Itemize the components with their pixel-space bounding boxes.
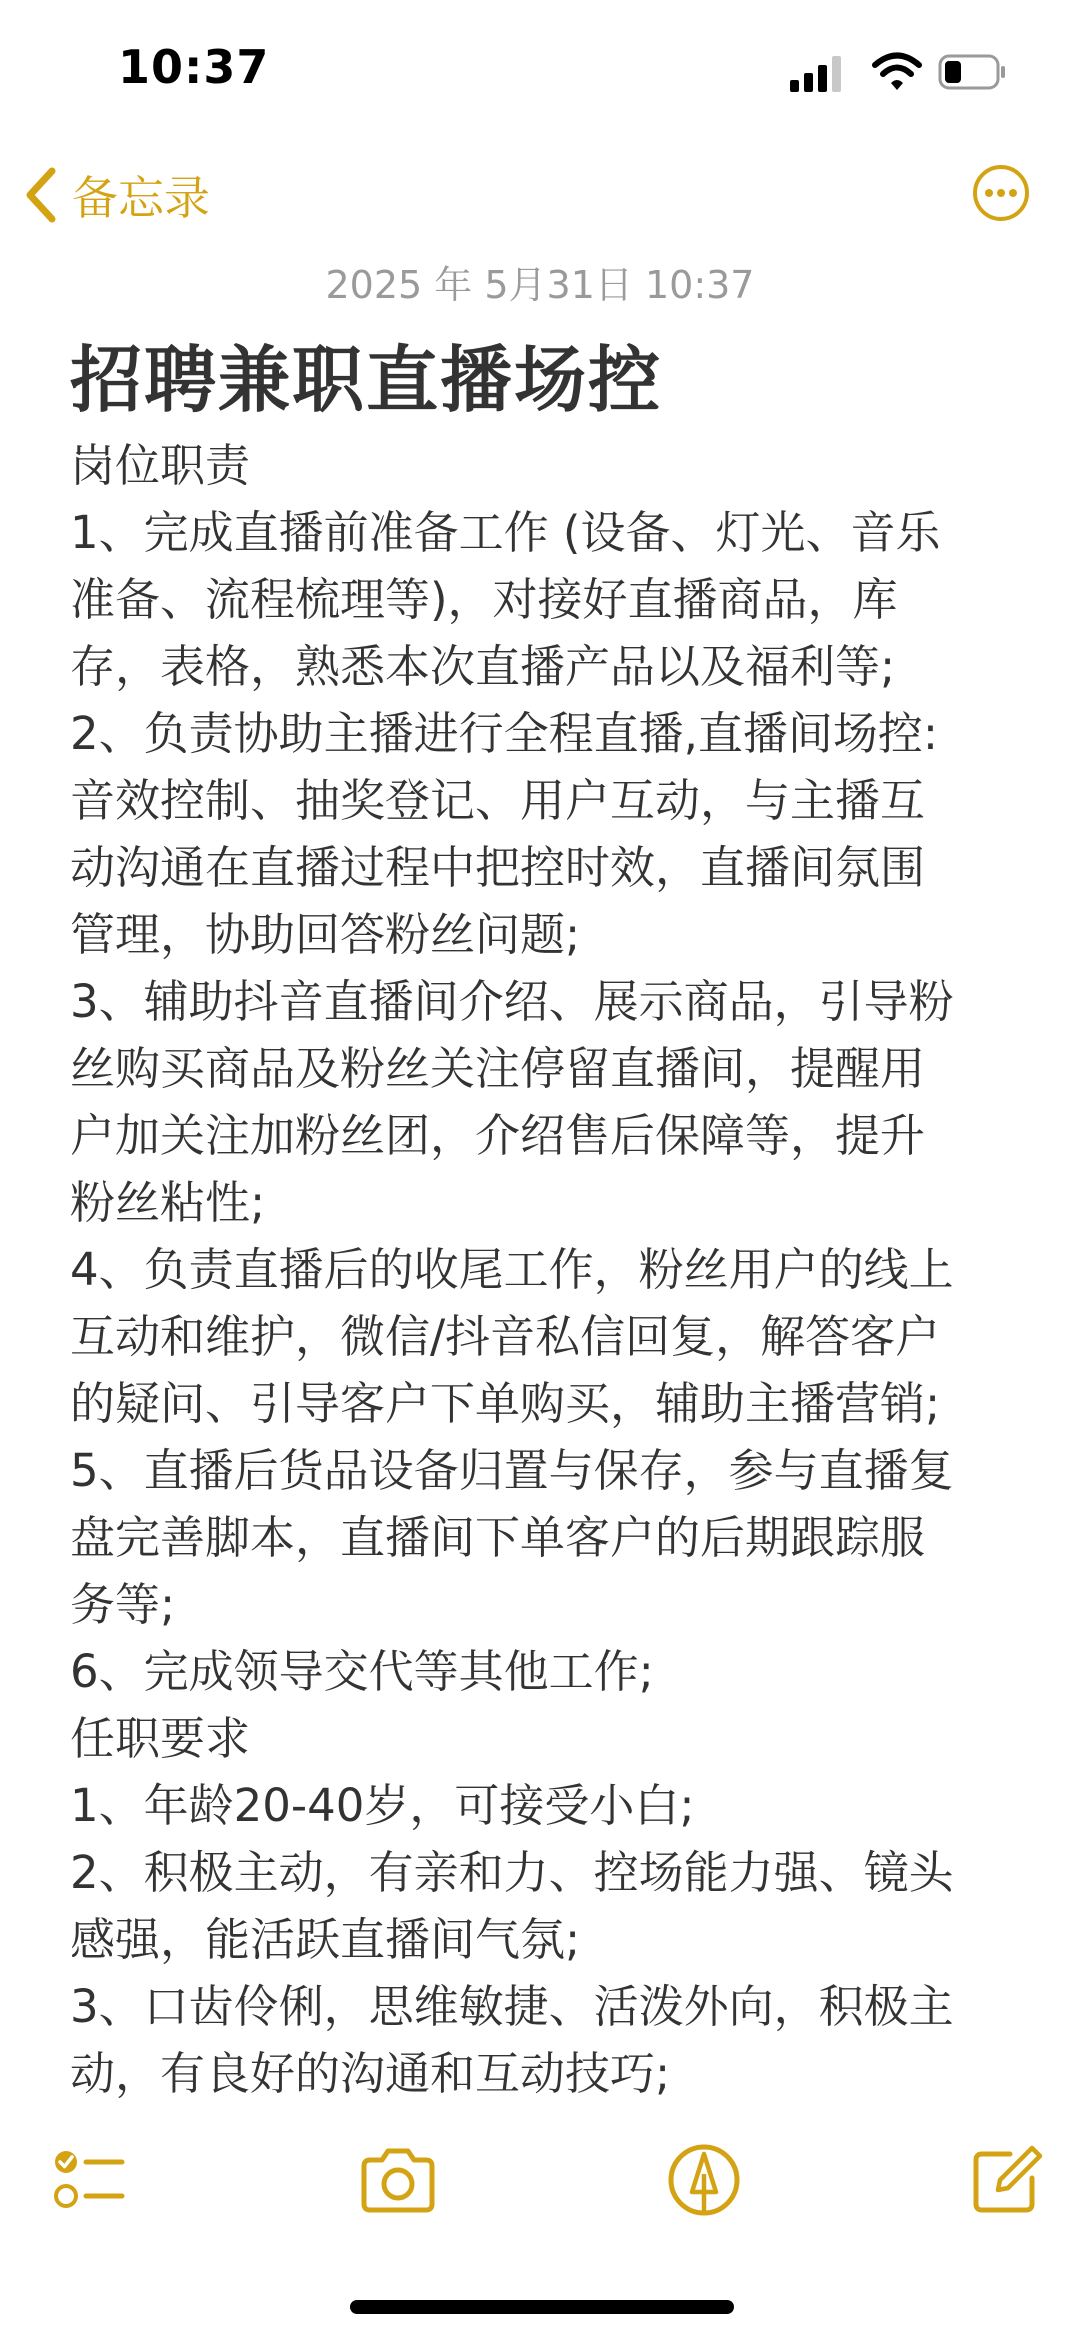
wifi-icon [872,52,922,92]
note-line: 粉丝粘性; [70,1176,266,1229]
note-line: 任职要求 [70,1712,251,1765]
note-line: 2、负责协助主播进行全程直播,直播间场控: [70,707,939,760]
more-button[interactable] [972,164,1030,222]
checklist-button[interactable] [48,2140,128,2220]
note-line: 1、年龄20-40岁，可接受小白; [70,1779,695,1832]
cellular-signal-icon [790,56,850,92]
compose-icon [976,2148,1040,2210]
note-line: 务等; [70,1578,176,1631]
note-body[interactable] [70,432,1030,2107]
note-line: 管理，协助回答粉丝问题; [70,908,581,961]
markup-button[interactable] [664,2140,744,2220]
battery-icon [938,54,1008,90]
status-time: 10:37 [118,40,270,94]
note-line: 5、直播后货品设备归置与保存，参与直播复 [70,1444,954,1497]
checklist-icon [55,2151,122,2206]
bottom-toolbar [0,2140,1080,2250]
note-line: 2、积极主动，有亲和力、控场能力强、镜头 [70,1846,954,1899]
chevron-left-icon [22,167,58,223]
note-line: 存，表格，熟悉本次直播产品以及福利等; [70,640,896,693]
nav-bar [0,150,1080,240]
note-line: 感强，能活跃直播间气氛; [70,1913,581,1966]
note-line: 准备、流程梳理等)，对接好直播商品，库 [70,573,898,626]
note-date: 2025 年 5月31日 10:37 [325,263,755,307]
status-bar [0,0,1080,140]
note-line: 户加关注加粉丝团，介绍售后保障等，提升 [70,1109,926,1162]
camera-button[interactable] [358,2140,438,2220]
note-line: 盘完善脚本，直播间下单客户的后期跟踪服 [70,1511,926,1564]
compose-button[interactable] [966,2140,1046,2220]
note-line: 1、完成直播前准备工作 (设备、灯光、音乐 [70,506,941,559]
note-line: 3、口齿伶俐，思维敏捷、活泼外向，积极主 [70,1980,954,2033]
note-line: 岗位职责 [70,439,251,492]
back-label: 备忘录 [72,171,210,225]
note-title[interactable]: 招聘兼职直播场控 [70,338,663,422]
note-line: 动，有良好的沟通和互动技巧; [70,2047,671,2100]
home-indicator[interactable] [350,2300,734,2314]
note-line: 4、负责直播后的收尾工作，粉丝用户的线上 [70,1243,954,1296]
back-button[interactable] [22,160,210,230]
note-line: 6、完成领导交代等其他工作; [70,1645,654,1698]
camera-icon [364,2151,432,2210]
note-line: 丝购买商品及粉丝关注停留直播间，提醒用 [70,1042,926,1095]
pen-circle-icon [671,2147,737,2213]
note-line: 的疑问、引导客户下单购买，辅助主播营销; [70,1377,941,1430]
note-line: 互动和维护，微信/抖音私信回复，解答客户 [70,1310,941,1363]
note-line: 3、辅助抖音直播间介绍、展示商品，引导粉 [70,975,954,1028]
note-line: 音效控制、抽奖登记、用户互动，与主播互 [70,774,926,827]
note-line: 动沟通在直播过程中把控时效，直播间氛围 [70,841,926,894]
